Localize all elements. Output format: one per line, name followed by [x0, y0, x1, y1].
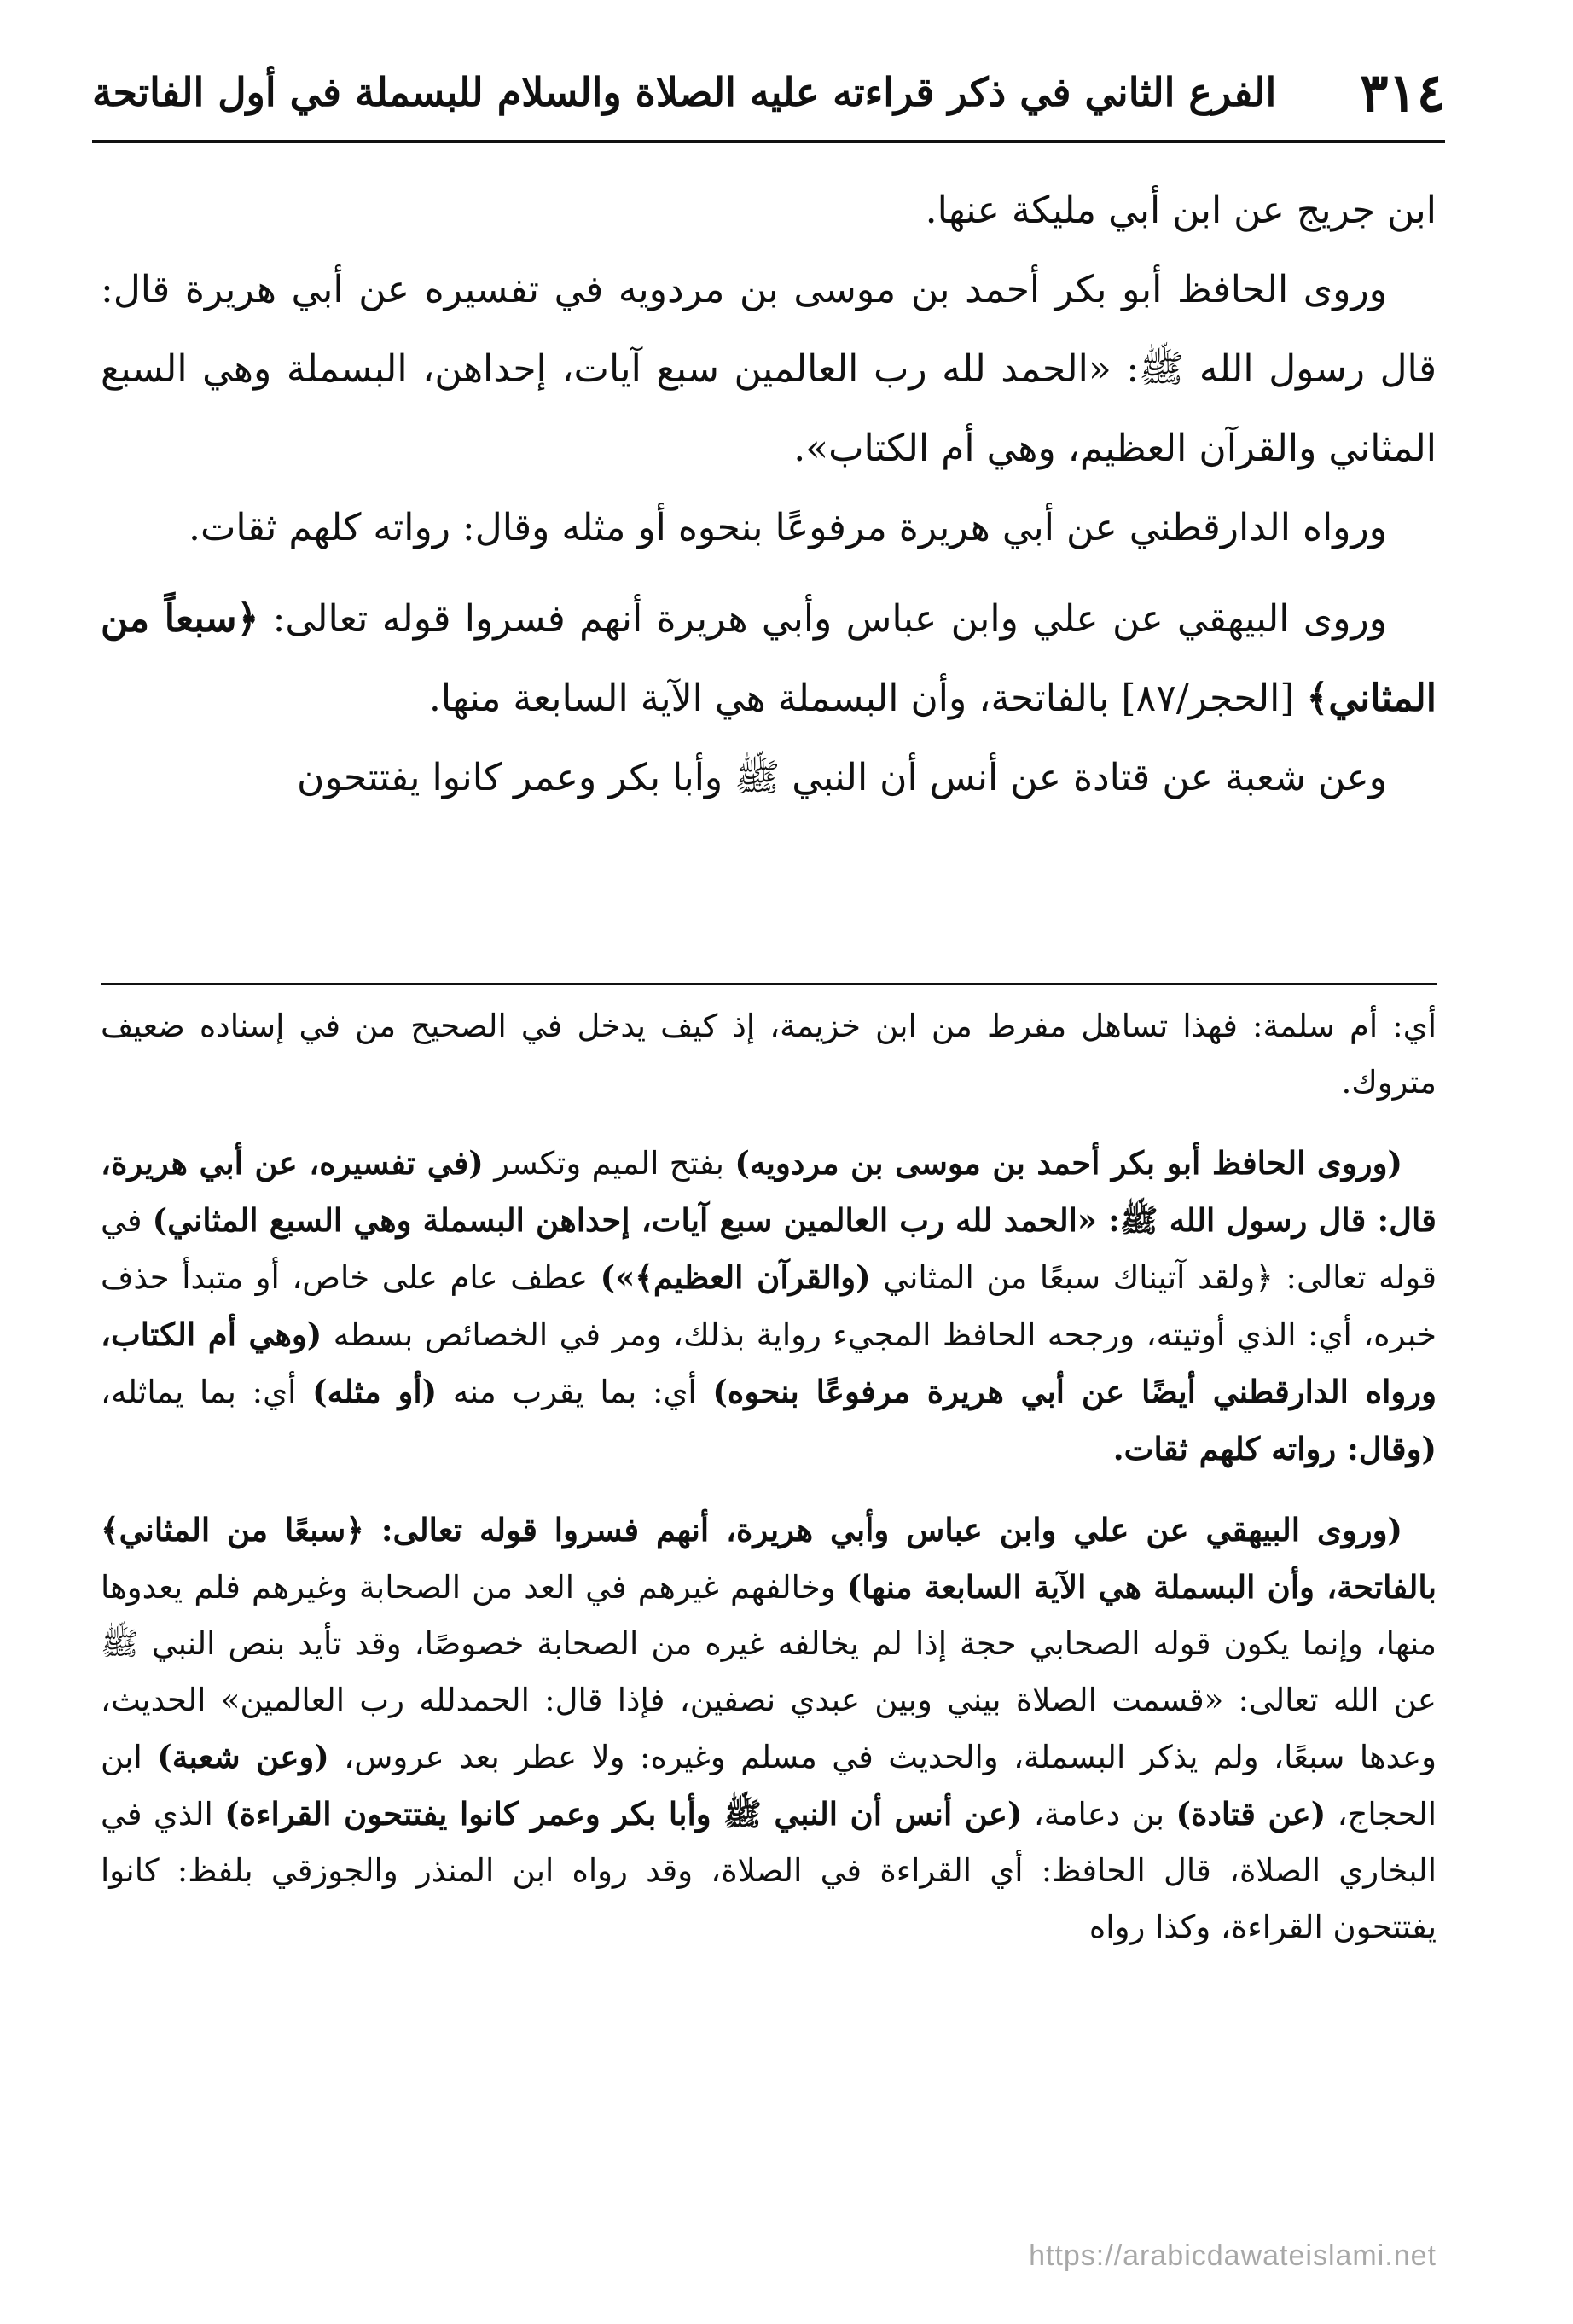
- main-paragraph: ابن جريج عن ابن أبي مليكة عنها.: [925, 189, 1437, 232]
- main-paragraph: وعن شعبة عن قتادة عن أنس أن النبي ﷺ وأبا بكر وعمر كانوا يفتتحون: [297, 756, 1387, 799]
- commentary-divider: [101, 983, 1437, 985]
- main-text-span: [الحجر/٨٧] بالفاتحة، وأن البسملة هي الآية السابعة منها.: [428, 677, 1295, 720]
- commentary-span: بن دعامة،: [1022, 1796, 1176, 1833]
- quoted-matn: (وروى البيهقي عن علي وابن عباس وأبي هريرة، أنهم فسروا قوله تعالى: ﴿سبعًا من المثاني﴾ بالفاتحة، وأن البسملة هي الآية السابعة منها): [101, 1511, 1437, 1606]
- commentary-span: بفتح الميم وتكسر: [483, 1145, 735, 1182]
- quoted-matn: (وروى الحافظ أبو بكر أحمد بن موسى بن مردويه): [734, 1144, 1402, 1182]
- header-rule: [92, 140, 1445, 143]
- quran-verse: ﴿سبعاً من المثاني﴾: [101, 597, 1437, 720]
- main-paragraph: وروى الحافظ أبو بكر أحمد بن موسى بن مردويه في تفسيره عن أبي هريرة قال: قال رسول الله ﷺ: «الحمد لله رب العالمين سبع آيات، إحداهن، البسملة وهي السبع المثاني والقرآن العظيم، وهي أم الكتاب».: [101, 268, 1437, 470]
- quoted-matn: (عن قتادة): [1175, 1795, 1326, 1833]
- quoted-matn: (في تفسيره، عن أبي هريرة، قال: قال رسول الله ﷺ: «الحمد لله رب العالمين سبع آيات، إحداهن البسملة وهي السبع المثاني): [101, 1144, 1437, 1239]
- watermark-url: https://arabicdawateislami.net: [1029, 2240, 1437, 2272]
- commentary-text: [101, 998, 1437, 1955]
- quoted-matn: (وعن شعبة): [157, 1738, 329, 1775]
- commentary-span: عطف عام على خاص، أو متبدأ حذف خبره، أي: الذي أوتيته، ورجحه الحافظ المجيء رواية بذلك، ومر في الخصائص بسطه: [101, 1259, 1437, 1353]
- commentary-span: في قوله تعالى: ﴿ولقد آتيناك سبعًا من المثاني: [101, 1202, 1437, 1296]
- quoted-matn: (والقرآن العظيم﴾»): [600, 1258, 871, 1296]
- quoted-matn: (وقال: رواته كلهم ثقات.: [1112, 1430, 1437, 1467]
- commentary-span: وخالفهم غيرهم في العد من الصحابة وغيرهم فلم يعدوها منها، وإنما يكون قوله الصحابي حجة إذا لم يخالفه غيره من الصحابة خصوصًا، وقد تأيد بنص النبي ﷺ عن الله تعالى: «قسمت الصلاة بيني وبين عبدي نصفين، فإذا قال: الحمدلله رب العالمين» الحديث، وعدها سبعًا، ولم يذكر البسملة، والحديث في مسلم وغيره: ولا عطر بعد عروس،: [101, 1569, 1437, 1775]
- commentary-span: ابن الحجاج،: [101, 1739, 1437, 1833]
- commentary-span: أي: بما يماثله،: [101, 1374, 313, 1410]
- main-paragraph: [101, 579, 1437, 738]
- commentary-paragraph: [101, 1502, 1437, 1955]
- quoted-matn: (وهي أم الكتاب، ورواه الدارقطني أيضًا عن أبي هريرة مرفوعًا بنحوه): [101, 1316, 1437, 1410]
- commentary-paragraph: أي: أم سلمة: فهذا تساهل مفرط من ابن خزيمة، إذ كيف يدخل في الصحيح من في إسناده ضعيف متروك.: [101, 1008, 1437, 1101]
- main-text-span: وروى البيهقي عن علي وابن عباس وأبي هريرة أنهم فسروا قوله تعالى:: [272, 597, 1387, 641]
- commentary-paragraph: [101, 1135, 1437, 1478]
- quoted-matn: (عن أنس أن النبي ﷺ وأبا بكر وعمر كانوا يفتتحون القراءة): [224, 1795, 1023, 1833]
- quoted-matn: (أو مثله): [312, 1373, 438, 1410]
- page-header: [92, 49, 1445, 135]
- page-number: ٣١٤: [1360, 61, 1445, 124]
- main-paragraph: ورواه الدارقطني عن أبي هريرة مرفوعًا بنحوه أو مثله وقال: رواته كلهم ثقات.: [189, 506, 1387, 549]
- main-text: [101, 171, 1437, 817]
- commentary-span: الذي في البخاري الصلاة، قال الحافظ: أي القراءة في الصلاة، وقد رواه ابن المنذر والجوزقي بلفظ: كانوا يفتتحون القراءة، وكذا رواه: [101, 1796, 1437, 1945]
- commentary-span: أي: بما يقرب منه: [437, 1374, 713, 1410]
- running-title: الفرع الثاني في ذكر قراءته عليه الصلاة والسلام للبسملة في أول الفاتحة: [92, 69, 1277, 115]
